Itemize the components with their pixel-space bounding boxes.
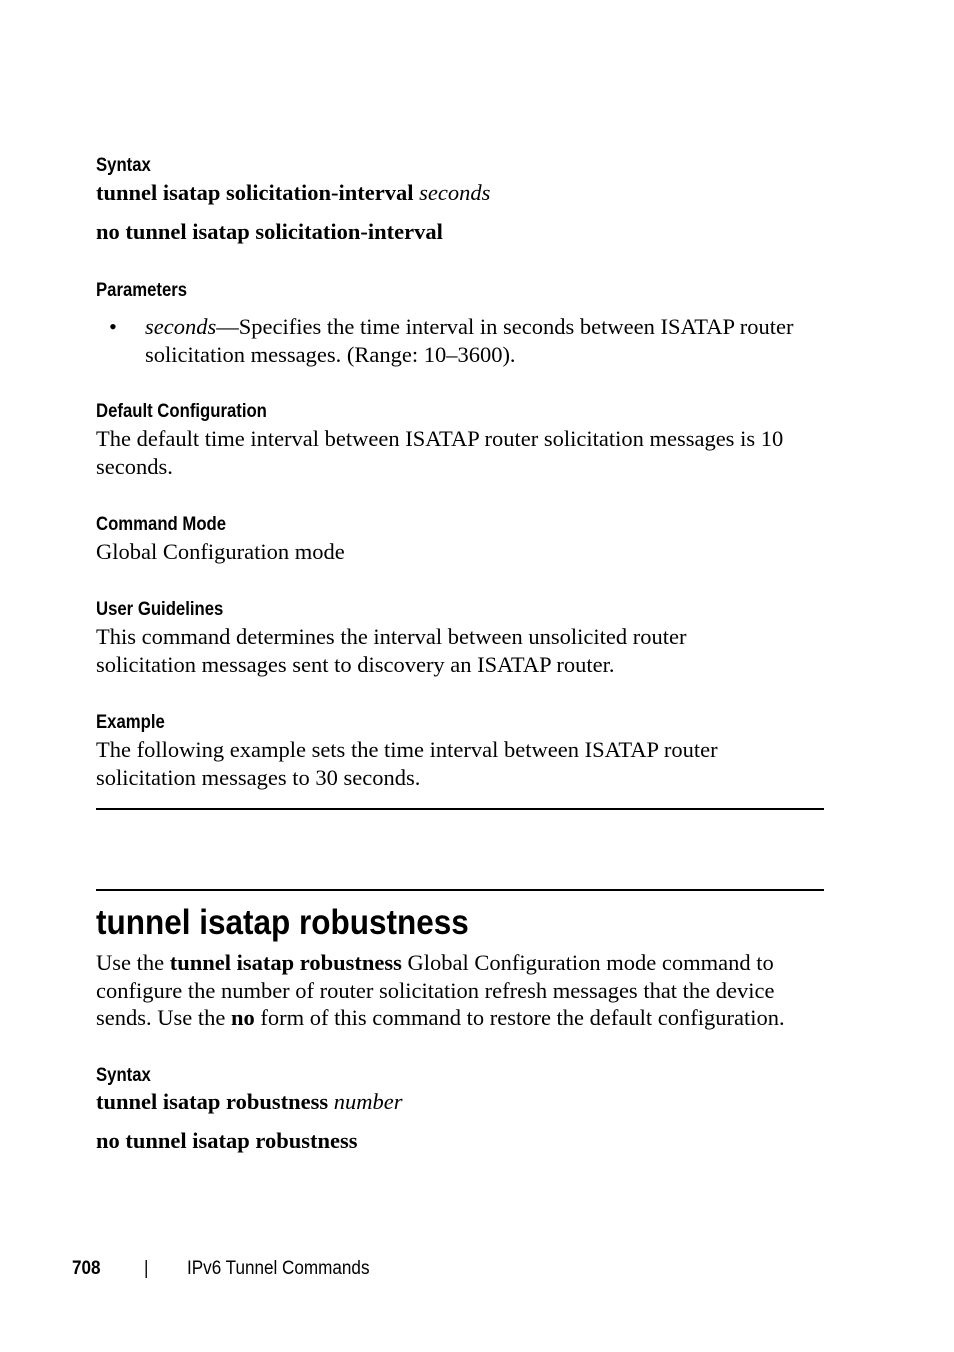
intro-line1 [96,949,774,977]
command-mode-heading: Command Mode [96,514,227,535]
example-line2: solicitation messages to 30 seconds. [96,765,421,790]
command-parameter: seconds [419,180,491,205]
intro-text: Global Configuration mode command to [401,950,774,975]
section-top-rule [96,889,824,891]
intro-line2: configure the number of router solicitation refresh messages that the device [96,978,775,1003]
parameters-heading: Parameters [96,280,188,301]
parameter-description [145,313,793,341]
section-end-rule [96,808,824,810]
example-heading: Example [96,712,165,733]
default-configuration-heading: Default Configuration [96,401,267,422]
default-configuration-line1: The default time interval between ISATAP router solicitation messages is 10 [96,426,784,451]
parameter-name: seconds [145,314,217,339]
intro-text: sends. Use the [96,1005,231,1030]
syntax-command [96,180,490,206]
intro-no-keyword: no [230,1005,255,1030]
parameter-description-line2: solicitation messages. (Range: 10–3600). [145,342,516,367]
command-keywords: tunnel isatap robustness [96,1089,329,1114]
section-title: tunnel isatap robustness [96,903,469,942]
user-guidelines-line2: solicitation messages sent to discovery an ISATAP router. [96,652,615,677]
bullet: • [109,314,117,339]
no-syntax-command-2: no tunnel isatap robustness [96,1128,358,1153]
example-line1: The following example sets the time interval between ISATAP router [96,737,718,762]
command-mode-text: Global Configuration mode [96,539,345,564]
intro-command: tunnel isatap robustness [169,950,402,975]
footer-separator: | [144,1258,149,1279]
intro-text: Use the [96,950,170,975]
command-parameter: number [333,1089,403,1114]
chapter-title: IPv6 Tunnel Commands [187,1258,370,1279]
syntax-heading: Syntax [96,155,151,176]
user-guidelines-heading: User Guidelines [96,599,224,620]
default-configuration-line2: seconds. [96,454,173,479]
intro-text: form of this command to restore the default configuration. [254,1005,785,1030]
syntax-command-2 [96,1089,403,1115]
user-guidelines-line1: This command determines the interval between unsolicited router [96,624,687,649]
intro-line3 [96,1004,785,1032]
command-keywords: tunnel isatap solicitation-interval [96,180,414,205]
parameter-description-line1: —Specifies the time interval in seconds between ISATAP router [216,314,794,339]
no-syntax-command: no tunnel isatap solicitation-interval [96,219,443,244]
page-number: 708 [72,1258,101,1279]
syntax-heading-2: Syntax [96,1065,151,1086]
